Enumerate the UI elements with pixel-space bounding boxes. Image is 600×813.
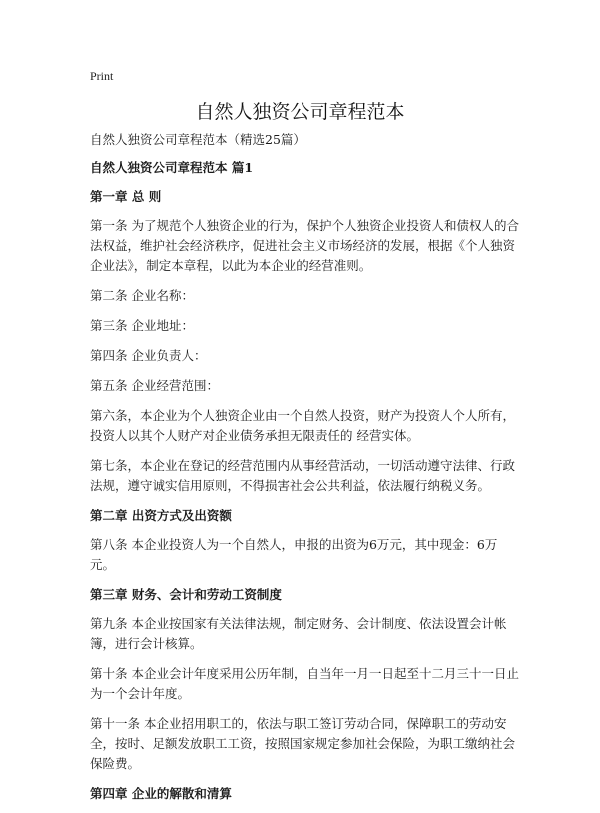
chapter-heading-3: 第三章 财务、会计和劳动工资制度	[90, 587, 282, 602]
article-2: 第二条 企业名称：	[90, 288, 194, 303]
chapter-heading-4: 第四章 企业的解散和清算	[90, 786, 232, 801]
article-1: 第一条 为了规范个人独资企业的行为，保护个人独资企业投资人和债权人的合法权益，维护社会经济秩序，促进社会主义市场经济的发展，根据《个人独资企业法》，制定本章程，以此为本企业的经营准则。	[90, 218, 519, 273]
article-11: 第十一条 本企业招用职工的，依法与职工签订劳动合同，保障职工的劳动安全，按时、足额发放职工工资，按照国家规定参加社会保险，为职工缴纳社会保险费。	[90, 716, 516, 771]
chapter-heading-1: 第一章 总 则	[90, 189, 162, 204]
page-title: 自然人独资公司章程范本	[195, 101, 405, 123]
article-6: 第六条，本企业为个人独资企业由一个自然人投资，财产为投资人个人所有，投资人以其个人财产对企业债务承担无限责任的 经营实体。	[90, 408, 516, 443]
article-8: 第八条 本企业投资人为一个自然人，申报的出资为6万元，其中现金：6万元。	[90, 537, 498, 572]
article-5: 第五条 企业经营范围：	[90, 378, 219, 393]
print-label: Print	[90, 69, 114, 83]
article-7: 第七条，本企业在登记的经营范围内从事经营活动，一切活动遵守法律、行政法规，遵守诚实信用原则，不得损害社会公共利益，依法履行纳税义务。	[90, 458, 516, 493]
article-10: 第十条 本企业会计年度采用公历年制，自当年一月一日起至十二月三十一日止为一个会计年度。	[90, 666, 519, 701]
section-heading: 自然人独资公司章程范本 篇1	[90, 160, 254, 175]
document-body	[90, 130, 520, 813]
document-subtitle: 自然人独资公司章程范本（精选25篇）	[90, 132, 306, 147]
article-9: 第九条 本企业按国家有关法律法规，制定财务、会计制度、依法设置会计帐簿，进行会计核算。	[90, 616, 507, 651]
article-4: 第四条 企业负责人：	[90, 348, 207, 363]
chapter-heading-2: 第二章 出资方式及出资额	[90, 508, 232, 523]
article-3: 第三条 企业地址：	[90, 318, 194, 333]
